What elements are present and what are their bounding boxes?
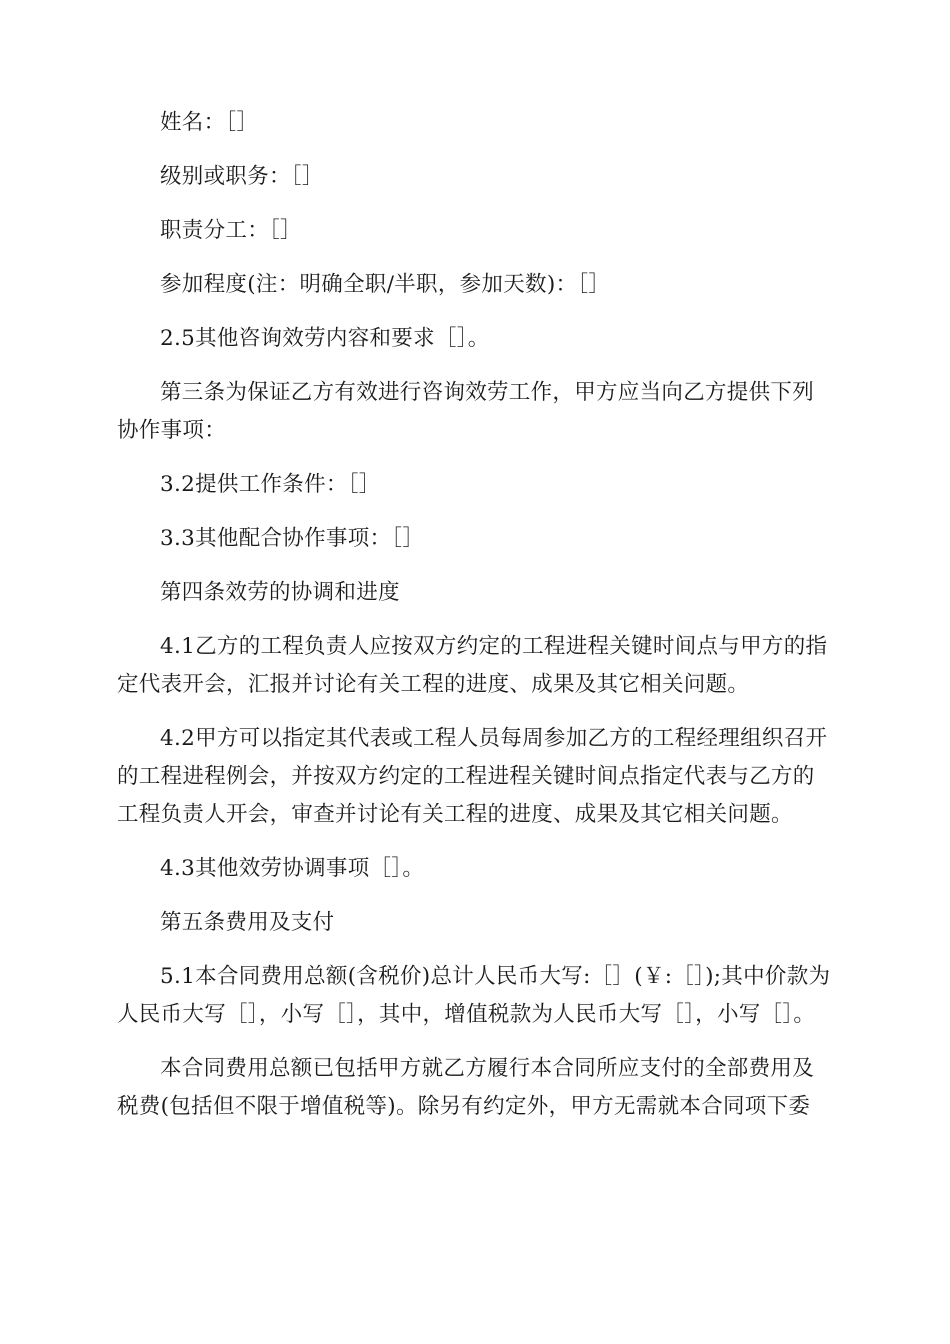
clause-2-5: 2.5其他咨询效劳内容和要求［］。	[160, 326, 490, 351]
field-participation-level: 参加程度(注：明确全职/半职，参加天数)：［］	[160, 272, 611, 297]
clause-4-2: 4.2甲方可以指定其代表或工程人员每周参加乙方的工程经理组织召开的工程进程例会，并按双方约定的工程进程关键时间点指定代表与乙方的工程负责人开会，审查并讨论有关工程的进度、成果及其它相关问题。	[117, 726, 828, 827]
document-page	[117, 104, 835, 1142]
clause-3-3: 3.3其他配合协作事项：［］	[160, 526, 425, 551]
clause-4-1: 4.1乙方的工程负责人应按双方约定的工程进程关键时间点与甲方的指定代表开会，汇报并讨论有关工程的进度、成果及其它相关问题。	[117, 634, 828, 697]
field-duty-division: 职责分工：［］	[160, 218, 302, 243]
clause-3-2: 3.2提供工作条件：［］	[160, 472, 381, 497]
field-rank-or-position: 级别或职务：［］	[160, 164, 324, 189]
fee-total-note: 本合同费用总额已包括甲方就乙方履行本合同所应支付的全部费用及税费(包括但不限于增值税等)。除另有约定外，甲方无需就本合同项下委	[117, 1056, 815, 1119]
article-5-heading: 第五条费用及支付	[160, 910, 335, 935]
article-4-heading: 第四条效劳的协调和进度	[160, 580, 400, 605]
field-name: 姓名：［］	[160, 110, 259, 135]
clause-5-1: 5.1本合同费用总额(含税价)总计人民币大写:［］(￥:［］);其中价款为人民币大写［］，小写［］，其中，增值税款为人民币大写［］，小写［］。	[117, 964, 831, 1027]
article-3-heading: 第三条为保证乙方有效进行咨询效劳工作，甲方应当向乙方提供下列协作事项：	[117, 380, 815, 443]
clause-4-3: 4.3其他效劳协调事项［］。	[160, 856, 425, 881]
